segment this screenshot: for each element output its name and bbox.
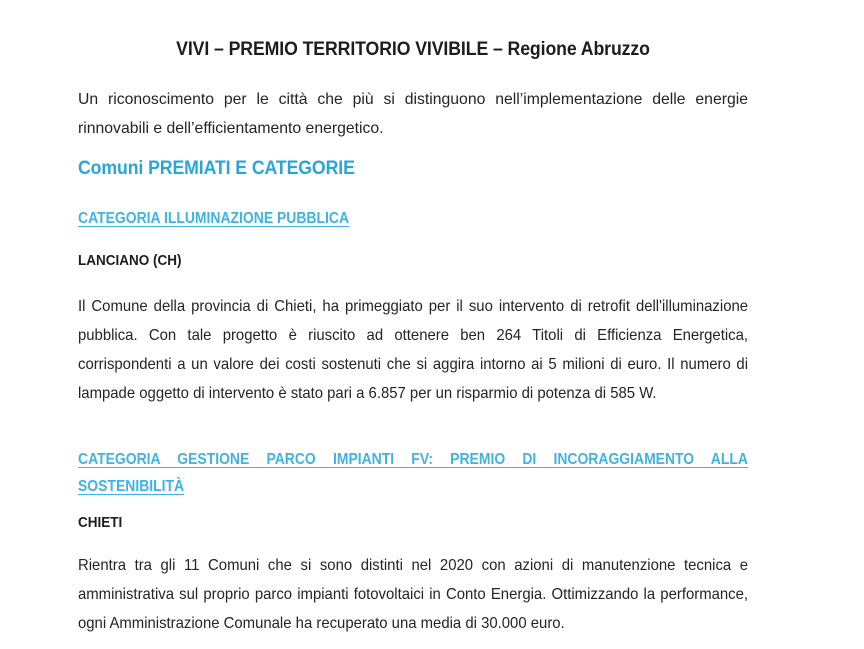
category-gestione-parco-impianti-link[interactable]: CATEGORIA GESTIONE PARCO IMPIANTI FV: PREMIO DI INCORAGGIAMENTO ALLA SOSTENIBILITÀ <box>78 451 748 495</box>
category-1-winner: LANCIANO (CH) <box>78 253 182 269</box>
category-1-description: Il Comune della provincia di Chieti, ha primeggiato per il suo intervento di retrofit dell'illuminazione pubblica. Con tale progetto è riuscito ad ottenere ben 264 Titoli di Efficienza Energetica, corrispondenti a un valore dei costi sostenuti che si aggira intorno ai 5 milioni di euro. Il numero di lampade oggetto di intervento è stato pari a 6.857 per un risparmio di potenza di 585 W. <box>78 298 749 402</box>
section-heading-comuni-premiati: Comuni PREMIATI E CATEGORIE <box>78 158 355 179</box>
page-title: VIVI – PREMIO TERRITORIO VIVIBILE – Regione Abruzzo <box>176 39 650 60</box>
category-2-description: Rientra tra gli 11 Comuni che si sono distinti nel 2020 con azioni di manutenzione tecnica e amministrativa sul proprio parco impianti fotovoltaici in Conto Energia. Ottimizzando la performance, ogni Amministrazione Comunale ha recuperato una media di 30.000 euro. <box>78 557 749 632</box>
category-2-winner: CHIETI <box>78 515 123 531</box>
intro-paragraph: Un riconoscimento per le città che più si distinguono nell’implementazione delle energie rinnovabili e dell’efficientamento energetico. <box>78 91 749 137</box>
category-illuminazione-pubblica-link[interactable]: CATEGORIA ILLUMINAZIONE PUBBLICA <box>78 210 350 227</box>
